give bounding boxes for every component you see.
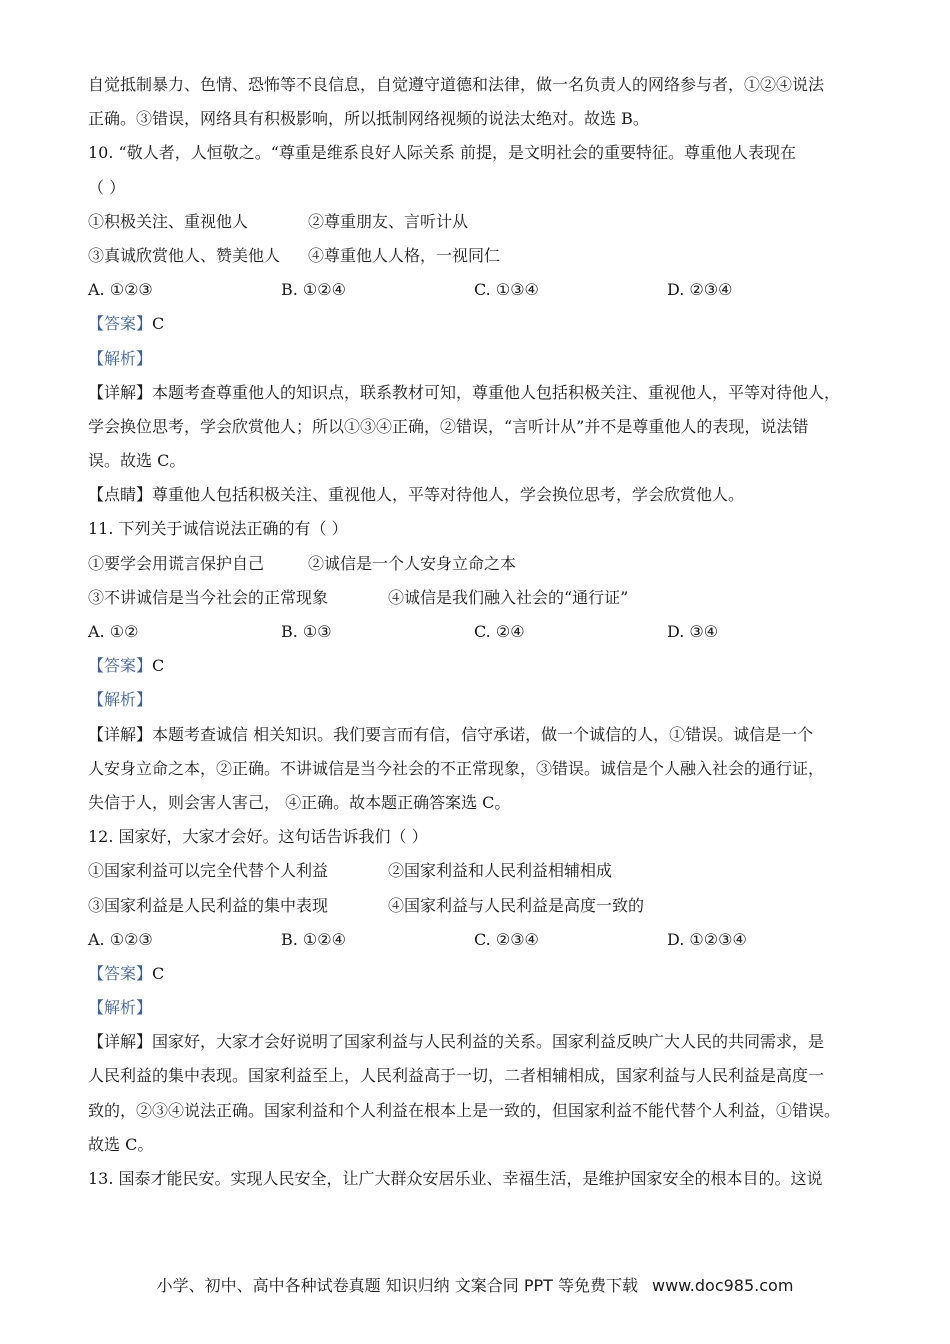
- statement: ③国家利益是人民利益的集中表现: [88, 895, 329, 915]
- statement: ②尊重朋友、言听计从: [308, 211, 469, 231]
- option-b: B. ①②④: [281, 929, 346, 949]
- question-10-analysis: [88, 342, 888, 376]
- question-13-stem: 13. 国泰才能民安。实现人民安全，让广大群众安居乐业、幸福生活，是维护国家安全的根本目的。这说: [88, 1169, 823, 1188]
- question-12-options: [88, 923, 888, 957]
- analysis-tag: 【解析】: [88, 690, 153, 710]
- question-10-detail: 学会换位思考，学会欣赏他人；所以①③④正确，②错误，“言听计从”并不是尊重他人的表现，说法错: [88, 416, 809, 436]
- answer-value: C: [152, 656, 165, 676]
- question-11-detail: 人安身立命之本，②正确。不讲诚信是当今社会的不正常现象，③错误。诚信是个人融入社会的通行证，: [88, 758, 825, 778]
- statement: ②诚信是一个人安身立命之本: [308, 553, 517, 573]
- detail-tag: 【详解】: [88, 724, 153, 744]
- question-11-detail: [88, 718, 888, 752]
- statement: ④国家利益与人民利益是高度一致的: [388, 895, 645, 915]
- detail-text: 国家好，大家才会好说明了国家利益与人民利益的关系。国家利益反映广大人民的共同需求，是: [152, 1032, 825, 1052]
- option-a: A. ①②③: [88, 280, 153, 300]
- question-10-stem-paren: （ ）: [88, 177, 126, 197]
- tip-tag: 【点睛】: [88, 485, 153, 505]
- option-a: A. ①②③: [88, 929, 153, 949]
- statement: ③不讲诚信是当今社会的正常现象: [88, 587, 329, 607]
- detail-tag: 【详解】: [88, 1032, 153, 1052]
- statement: ③真诚欣赏他人、赞美他人: [88, 245, 281, 265]
- question-12-detail: 致的，②③④说法正确。国家利益和个人利益在根本上是一致的，但国家利益不能代替个人利益，①错误。: [88, 1100, 841, 1120]
- question-10-statements: [88, 239, 888, 273]
- question-11-options: [88, 615, 888, 649]
- answer-value: C: [152, 963, 165, 983]
- tip-text: 尊重他人包括积极关注、重视他人，平等对待他人，学会换位思考，学会欣赏他人。: [152, 485, 745, 505]
- question-11-stem: 11. 下列关于诚信说法正确的有（ ）: [88, 519, 348, 539]
- option-d: D. ③④: [667, 622, 719, 641]
- statement: ①国家利益可以完全代替个人利益: [88, 861, 329, 881]
- document-page: [88, 68, 888, 1196]
- question-11-analysis: [88, 683, 888, 717]
- question-10-statements: [88, 205, 888, 239]
- question-12-analysis: [88, 991, 888, 1025]
- statement: ②国家利益和人民利益相辅相成: [388, 861, 613, 881]
- question-10-options: [88, 273, 888, 307]
- detail-text: 本题考查诚信 相关知识。我们要言而有信，信守承诺，做一个诚信的人，①错误。诚信是一个: [152, 724, 814, 744]
- question-11-detail: 失信于人，则会害人害己， ④正确。故本题正确答案选 C。: [88, 792, 511, 812]
- option-d: D. ②③④: [667, 280, 733, 300]
- question-10-tip: [88, 478, 888, 512]
- option-b: B. ①③: [281, 622, 332, 641]
- detail-tag: 【详解】: [88, 382, 153, 402]
- analysis-tag: 【解析】: [88, 348, 153, 368]
- question-10-detail: 误。故选 C。: [88, 451, 186, 471]
- statement: ①要学会用谎言保护自己: [88, 553, 265, 573]
- footer-url: www.doc985.com: [652, 1276, 794, 1295]
- option-a: A. ①②: [88, 622, 139, 641]
- question-12-detail: 故选 C。: [88, 1134, 154, 1154]
- option-c: C. ②④: [474, 622, 525, 641]
- question-12-statements: [88, 889, 888, 923]
- answer-tag: 【答案】: [88, 656, 153, 676]
- analysis-tag: 【解析】: [88, 998, 153, 1018]
- prev-answer-line: 自觉抵制暴力、色情、恐怖等不良信息，自觉遵守道德和法律，做一名负责人的网络参与者，①②④说法: [88, 75, 825, 94]
- statement: ①积极关注、重视他人: [88, 211, 249, 231]
- question-10-detail: [88, 376, 888, 410]
- question-12-stem: 12. 国家好，大家才会好。这句话告诉我们（ ）: [88, 827, 428, 847]
- statement: ④尊重他人人格，一视同仁: [308, 245, 501, 265]
- question-10-stem: 10. “敬人者，人恒敬之。“尊重是维系良好人际关系 前提，是文明社会的重要特征。尊重他人表现在: [88, 143, 796, 163]
- option-c: C. ①③④: [474, 280, 539, 300]
- question-11-statements: [88, 547, 888, 581]
- page-footer: [0, 1273, 950, 1296]
- question-10-answer: [88, 307, 888, 341]
- question-12-statements: [88, 854, 888, 888]
- option-d: D. ①②③④: [667, 929, 747, 949]
- question-12-answer: [88, 957, 888, 991]
- statement: ④诚信是我们融入社会的“通行证”: [388, 587, 629, 607]
- option-b: B. ①②④: [281, 280, 346, 300]
- footer-text: 小学、初中、高中各种试卷真题 知识归纳 文案合同 PPT 等免费下载: [156, 1276, 638, 1295]
- question-12-detail: [88, 1025, 888, 1059]
- question-12-detail: 人民利益的集中表现。国家利益至上，人民利益高于一切，二者相辅相成，国家利益与人民利益是高度一: [88, 1066, 825, 1086]
- answer-tag: 【答案】: [88, 963, 153, 983]
- answer-tag: 【答案】: [88, 314, 153, 334]
- answer-value: C: [152, 314, 165, 334]
- option-c: C. ②③④: [474, 929, 539, 949]
- detail-text: 本题考查尊重他人的知识点，联系教材可知，尊重他人包括积极关注、重视他人，平等对待他人，: [152, 382, 841, 402]
- question-11-statements: [88, 581, 888, 615]
- question-11-answer: [88, 649, 888, 683]
- prev-answer-line: 正确。③错误，网络具有积极影响，所以抵制网络视频的说法太绝对。故选 B。: [88, 109, 649, 129]
